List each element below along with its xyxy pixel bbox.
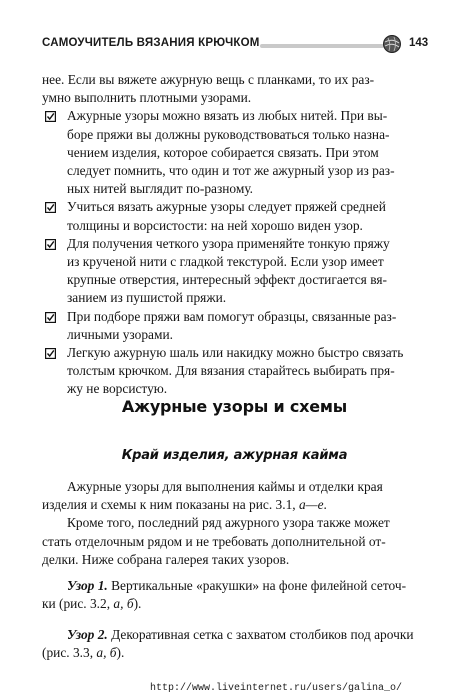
- header-rule: [260, 44, 384, 48]
- body-text: [42, 71, 422, 399]
- pattern-label: Узор 1.: [67, 578, 108, 593]
- paragraph: Кроме того, последний ряд ажурного узора также может стать отделочным рядом и не требовать дополнительной от- делки. Ниже собрана галерея таких узоров.: [42, 515, 390, 567]
- pattern-1: Узор 1. Вертикальные «ракушки» на фоне филейной сеточ- ки (рис. 3.2, а, б).: [42, 578, 407, 612]
- section-title: Ажурные узоры и схемы: [121, 397, 348, 416]
- figure-reference: а, б: [113, 596, 134, 612]
- lower-body-text: [42, 478, 422, 569]
- page-number: 143: [409, 37, 429, 49]
- pattern-2: Узор 2. Декоративная сетка с захватом столбиков под арочки (рис. 3.3, а, б).: [42, 627, 414, 661]
- bullet-item: При подборе пряжи вам помогут образцы, связанные раз- личными узорами.: [42, 308, 422, 344]
- figure-reference: а—е: [298, 497, 324, 513]
- bullet-item: Для получения четкого узора применяйте тонкую пряжу из крученой нити с гладкой текстурой. Если узор имеет крупные отверстия, интересный эффект достигается вя- занием из пушистой пряжи.: [42, 235, 422, 308]
- checkbox-bullet-icon: [45, 202, 56, 213]
- checkbox-bullet-icon: [45, 348, 56, 359]
- bullet-item: Легкую ажурную шаль или накидку можно быстро связать толстым крючком. Для вязания старайтесь выбирать пря- жу не ворсистую.: [42, 344, 422, 399]
- footer-url: http://www.liveinternet.ru/users/galina_o/: [150, 683, 403, 694]
- bullet-item: Учиться вязать ажурные узоры следует пряжей средней толщины и ворсистости: на ней хорошо виден узор.: [42, 198, 422, 234]
- yarn-ball-icon: [382, 34, 402, 54]
- pattern-label: Узор 2.: [67, 627, 108, 642]
- checkbox-bullet-icon: [45, 239, 56, 250]
- subsection-title: Край изделия, ажурная кайма: [121, 448, 348, 463]
- checkbox-bullet-icon: [45, 312, 56, 323]
- running-title: САМОУЧИТЕЛЬ ВЯЗАНИЯ КРЮЧКОМ: [42, 37, 260, 49]
- page-header: [42, 34, 429, 56]
- checkbox-bullet-icon: [45, 111, 56, 122]
- paragraph-continuation: нее. Если вы вяжете ажурную вещь с планками, то их раз- умно выполнить плотными узорами.: [42, 72, 375, 106]
- bullet-item: Ажурные узоры можно вязать из любых нитей. При вы- боре пряжи вы должны руководствоваться только назна- чением изделия, которое собирается связать. При этом следует помнить, что один и тот же ажурный узор из раз- ных нитей выглядит по-разному.: [42, 107, 422, 198]
- paragraph: Ажурные узоры для выполнения каймы и отделки края изделия и схемы к ним показаны на рис. 3.1, а—е.: [42, 479, 383, 513]
- figure-reference: а, б: [96, 645, 117, 661]
